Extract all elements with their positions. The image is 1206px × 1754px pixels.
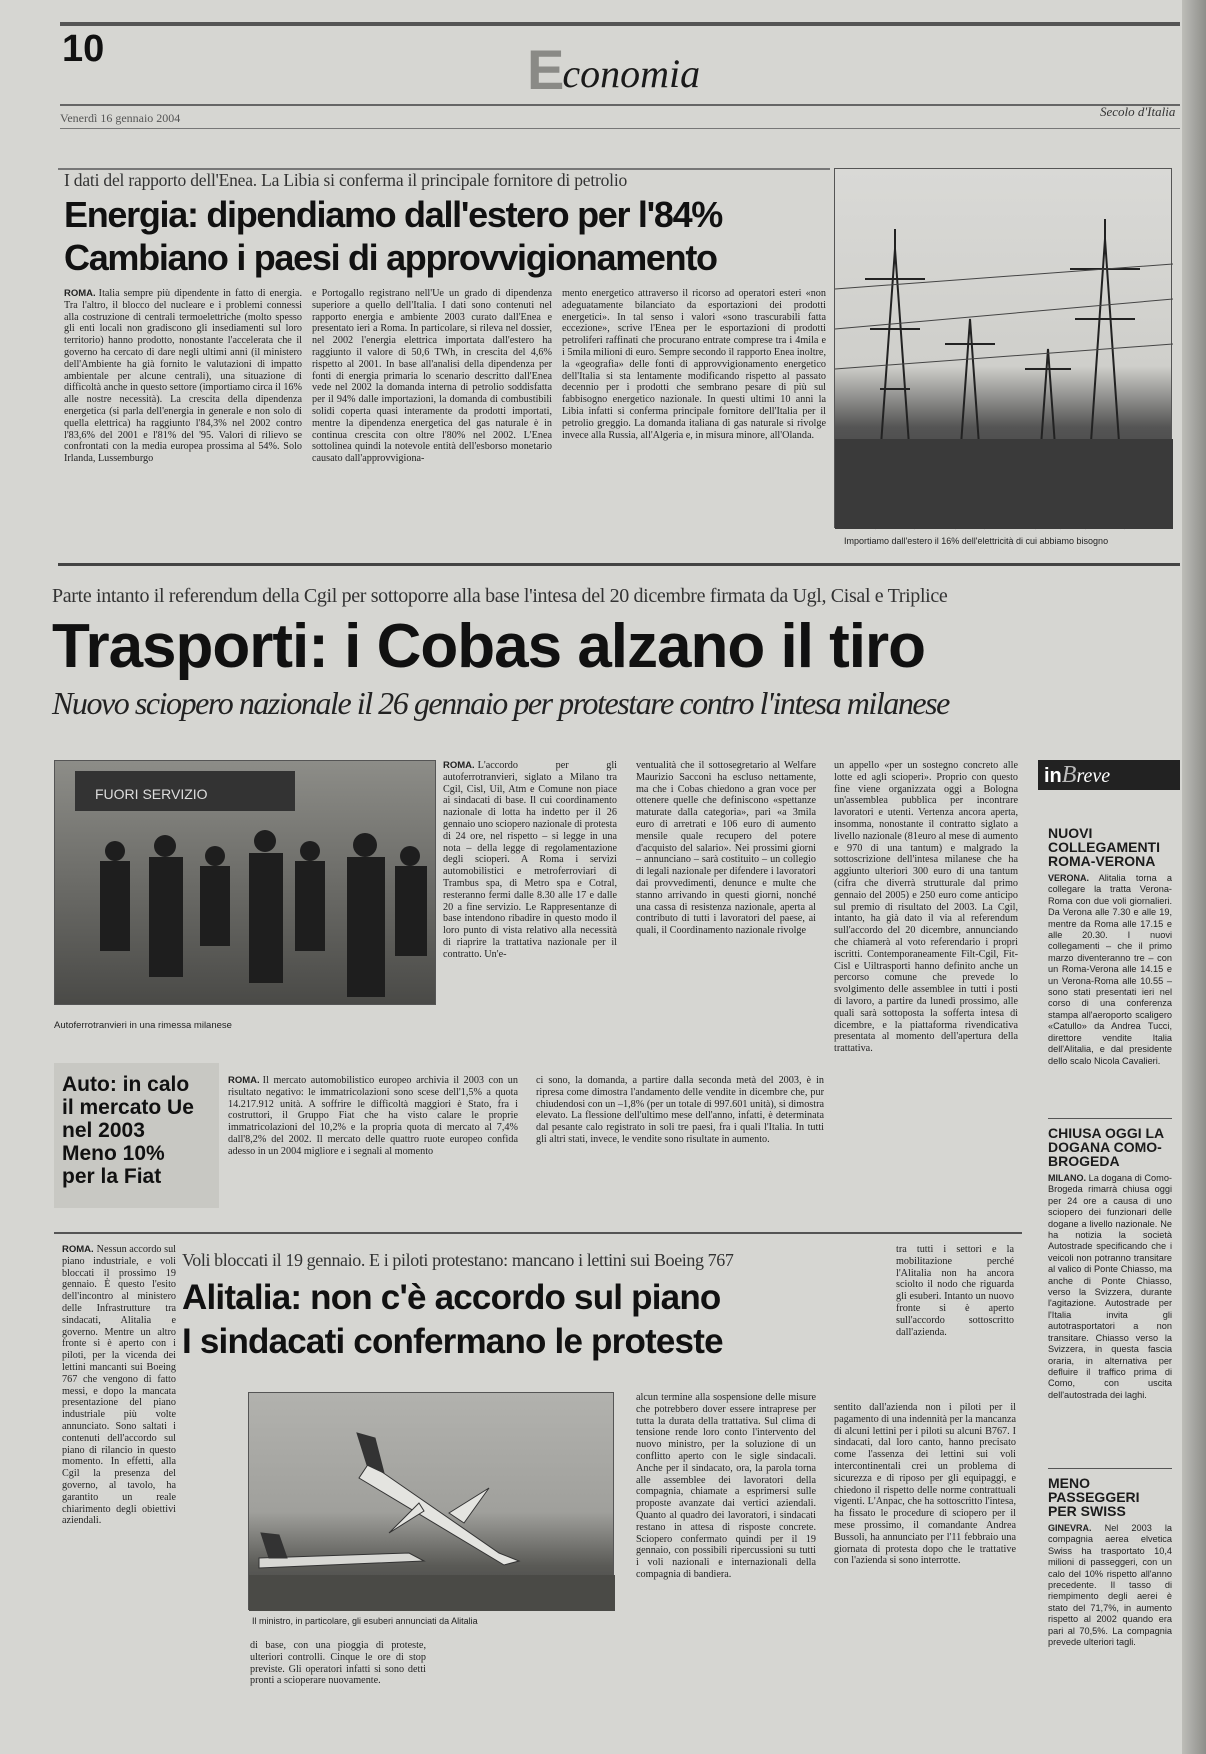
inbreve-item (1048, 826, 1172, 1116)
trasporti-subtitle: Nuovo sciopero nazionale il 26 gennaio per protestare contro l'intesa milanese (52, 685, 949, 721)
alitalia-col-4 (896, 1244, 1014, 1394)
auto-col-1 (228, 1075, 518, 1200)
energia-col-2 (312, 288, 552, 546)
inbreve-item-lead: MILANO. (1048, 1173, 1086, 1183)
energia-headline-1: Energia: dipendiamo dall'estero per l'84% (64, 194, 723, 235)
alitalia-col1-text: di base, con una pioggia di proteste, ulteriori controlli. Cinque le ore di stop previste. Gli operatori infatti si sono detti pronti a scioperare nuovamente. (250, 1640, 426, 1687)
energia-dateline: ROMA. (64, 288, 96, 299)
inbreve-item-text (1048, 873, 1172, 1067)
alitalia-photo-caption: Il ministro, in particolare, gli esuberi annunciati da Alitalia (252, 1616, 478, 1626)
aircraft-image (249, 1393, 615, 1611)
inbreve-item-title: NUOVI COLLEGAMENTI ROMA-VERONA (1048, 825, 1160, 869)
energia-headline-2: Cambiano i paesi di approvvigionamento (64, 237, 717, 278)
trasporti-photo-caption: Autoferrotranvieri in una rimessa milanese (54, 1020, 232, 1031)
inbreve-item-body: Nel 2003 la compagnia aerea elvetica Swiss ha trasportato 10,4 milioni di passeggeri, con un calo del 10% rispetto all'anno precedente. Il tasso di riempimento degli aerei è stato del 71,7%, in aumento rispetto al 2002 quando era pari al 70,5%. La compagnia prevede ulteriori tagli. (1048, 1523, 1173, 1648)
trasporti-photo-workers (54, 760, 436, 1005)
energia-col3-text: mento energetico attraverso il ricorso ad operatori esteri «non adeguatamente bilanciato da esportazioni dei prodotti energetici». In tal senso i valori «sono trascurabili fatta eccezione», scrive l'Enea per le esportazioni di prodotti petroliferi raffinati che procurano entrate comprese tra i 4mila e i 5mila milioni di euro. Sempre secondo il rapporto Enea inoltre, la «geografia» delle fonti di approvvigionamento energetico dell'Italia si sta lentamente modificando rispetto al passato decennio per i prodotti che sembrano pesare di più sul fabbisogno energetico nazionale. In questi ultimi 10 anni la Libia infatti si conferma principale fornitore dell'Italia per il petrolio greggio. La domanda italiana di gas naturale si rivolge invece alla Russia, all'Algeria e, in misura minore, all'Olanda. (562, 288, 826, 441)
date-rule (60, 104, 1180, 106)
auto-col-2 (536, 1075, 824, 1200)
inbreve-item-lead: GINEVRA. (1048, 1523, 1092, 1533)
workers-image (55, 761, 437, 1006)
alitalia-headline-1: Alitalia: non c'è accordo sul piano (182, 1278, 721, 1317)
page-number: 10 (62, 28, 105, 70)
energia-bottom-rule (58, 563, 1180, 566)
alitalia-photo-planes (248, 1392, 614, 1610)
alitalia-col4-text: tra tutti i settori e la mobilitazione perché l'Alitalia non ha ancora sciolto il nodo che riguarda gli esuberi. Intanto un nuovo fronte si è aperto sull'accordo sottoscritto dall'azienda. (896, 1244, 1014, 1338)
auto-box (54, 1063, 219, 1208)
alitalia-col-0 (62, 1244, 176, 1744)
energia-col-3 (562, 288, 826, 546)
inbreve-item-text (1048, 1173, 1172, 1401)
trasporti-kicker: Parte intanto il referendum della Cgil per sottoporre alla base l'intesa del 20 dicembre firmata da Ugl, Cisal e Triplice (52, 585, 948, 607)
alitalia-col2-text: alcun termine alla sospensione delle misure che potrebbero dover essere intraprese per tutta la durata della trattativa. Sul clima di tensione rende loro conto l'intervento del nuovo ministro, per la soluzione di un conflitto aperto con le sigle sindacali. Anche per il sindacato, ora, la parola torna alle assemblee dei lavoratori della compagnia, chiamate a esprimersi sulle proposte avanzate dai vertici aziendali. Quanto al quadro dei lavoratori, i sindacati restano in attesa di risposte concrete. Sciopero confermato quindi per il 19 gennaio, con possibili ripercussioni su tutti i voli nazionali e internazionali della compagnia di bandiera. (636, 1392, 816, 1580)
inbreve-label-in: in (1044, 765, 1062, 787)
masthead (0, 0, 1206, 125)
bus-sign: FUORI SERVIZIO (95, 786, 208, 802)
alitalia-headline-2: I sindacati confermano le proteste (182, 1322, 723, 1361)
energia-article (58, 160, 1178, 555)
publication-name: Secolo d'Italia (1100, 104, 1176, 119)
energia-photo-caption: Importiamo dall'estero il 16% dell'elettricità di cui abbiamo bisogno (844, 536, 1109, 546)
inbreve-item-body: Alitalia torna a collegare la tratta Verona-Roma con due voli giornalieri. Da Verona alle 7.30 e alle 19, mentre da Roma alle 17.15 e alle 20.30. I nuovi collegamenti – che il primo marzo diventeranno tre – con un Roma-Verona alle 14.15 e un Verona-Roma alle 10.55 – sono stati presentati ieri nel corso di una conferenza stampa all'aeroporto scaligero «Catullo» da Andrea Tucci, direttore vendite Italia dell'Alitalia, e dal presidente dello scalo Nicola Cavalieri. (1048, 873, 1172, 1066)
inbreve-divider (1048, 1468, 1172, 1469)
trasporti-col3-text: un appello «per un sostegno concreto alle lotte ed agli scioperi». Proprio con questo fine viene organizzata oggi a Bologna un'assemblea pubblica per incontrare lavoratori e utenti. Vertenza ancora aperta, insomma, nonostante il contratto siglato a livello nazionale (81euro al mese di aumento e 970 di una tantum) e malgrado la sottoscrizione dell'intesa milanese che ha aggiunto ulteriori 300 euro di una tantum (cifra che diverrà strutturale dal primo gennaio del 2005) e 250 euro come anticipo sul premio di risultato del 2003. La Cgil, intanto, ha già dato il via al referendum sull'accordo del 20 dicembre, annunciando che chiamerà al voto referendario i propri iscritti. Contemporaneamente Filt-Cgil, Fit-Cisl e Uiltrasporti hanno definito anche un percorso comune che prevede lo svolgimento delle assemblee in tutti i posti di lavoro, a partire da lunedì prossimo, alle quali sarà sottoposta la sofferta intesa di dicembre, e la piattaforma rivendicativa presentata al momento dell'apertura della trattativa. (834, 760, 1018, 1055)
auto-dateline: ROMA. (228, 1075, 260, 1086)
inbreve-label-rest: reve (1076, 765, 1111, 787)
inbreve-item-lead: VERONA. (1048, 873, 1090, 883)
auto-headline-5: per la Fiat (62, 1165, 162, 1188)
inbreve-item-title: MENO PASSEGGERI PER SWISS (1048, 1475, 1140, 1519)
section-initial: E (527, 38, 565, 101)
alitalia-col-1 (250, 1640, 426, 1744)
trasporti-col-3 (834, 760, 1018, 1210)
alitalia-dateline: ROMA. (62, 1244, 94, 1255)
trasporti-headline: Trasporti: i Cobas alzano il tiro (52, 612, 926, 681)
section-name: conomia (562, 51, 701, 96)
energia-col-1 (64, 288, 302, 546)
inbreve-sidebar (1038, 760, 1180, 1750)
alitalia-top-rule (54, 1232, 1022, 1234)
section-title (527, 38, 701, 102)
auto-col1-text: Il mercato automobilistico europeo archivia il 2003 con un risultato negativo: le immatricolazioni sono scese dell'1,5% a quota 14.217.912 unità. A soffrire le difficoltà maggiori è Stato, fra i costruttori, il Gruppo Fiat che ha visto calare le proprie immatricolazioni del 10,2% e la propria quota di mercato al 7,4% dall'8,2% del 2002. Il mercato delle quattro ruote europeo confida adesso in un 2004 migliore e i segnali al momento (228, 1075, 518, 1157)
pylons-image (835, 169, 1173, 529)
inbreve-item-text (1048, 1523, 1172, 1648)
auto-col2-text: ci sono, la domanda, a partire dalla seconda metà del 2003, è in ripresa come dimostra l'andamento delle vendite in dicembre che, pur chiudendosi con un –1,8% (per un totale di 997.601 unità), si dimostra elevato. La flessione dell'ultimo mese dell'anno, infatti, è determinata dal pesante calo registrato in soli tre paesi, fra i quali l'Italia. In tutti gli altri stati, invece, le vendite sono risultate in aumento. (536, 1075, 824, 1145)
issue-date: Venerdì 16 gennaio 2004 (60, 111, 181, 125)
trasporti-col1-text: L'accordo per gli autoferrotranvieri, siglato a Milano tra Cgil, Cisl, Uil, Atm e Comune non piace ai sindacati di base. Il cui coordinamento nazionale di lotta ha indetto per il 26 gennaio uno sciopero nazionale di protesta di 24 ore, nel rispetto – si legge in una nota – della legge di regolamentazione degli scioperi. A Roma i servizi automobilistici e metroferroviari di Trambus spa, di Metro spa e Cotral, resteranno fermi dalle 8.30 alle 17 e dalle 20 a fine servizio. Le Rappresentanze di base intendono ribadire in questo modo il loro punto di vista relativo alla necessità di riaprire la trattativa nazionale per il contratto. Un'e- (443, 760, 617, 960)
inbreve-label-b: B (1061, 762, 1077, 788)
alitalia-kicker: Voli bloccati il 19 gennaio. E i piloti protestano: mancano i lettini sui Boeing 767 (182, 1250, 734, 1270)
inbreve-item (1048, 1476, 1172, 1736)
auto-headline-2: il mercato Ue (62, 1096, 194, 1119)
alitalia-col0-text: Nessun accordo sul piano industriale, e voli bloccati il prossimo 19 gennaio. È questo l'esito dell'incontro al ministero delle Infrastrutture tra sindacati, Alitalia e governo. Mentre un altro fronte si è aperto con i piloti, per la vicenda dei lettini mancanti sui Boeing 767 che vengono di fatto messi, e dopo la mancata presentazione del piano industriale più volte annunciato. Sono saltati i contenuti dell'accordo sul piano di rilancio in questo momento. In effetti, alla Cgil la presenza del governo, al tavolo, ha garantito un reale chiarimento degli obiettivi aziendali. (62, 1244, 176, 1527)
inbreve-item-body: La dogana di Como-Brogeda rimarrà chiusa oggi per 24 ore a causa di uno sciopero dei funzionari delle dogane a livello nazionale. Ne ha notizia la società Autostrade specificando che i veicoli non potranno transitare al valico di Ponte Chiasso, ma anche di Ponte Chiasso, verso la Svizzera, durante l'agitazione. Autostrade per l'Italia invita gli autotrasportatori a non transitare. Chiasso verso la Svizzera, in questa fascia oraria, in alternativa per defluire il traffico prima di Como, con uscita dell'autostrada dei laghi. (1048, 1173, 1172, 1400)
inbreve-label (1038, 760, 1180, 790)
inbreve-item-title: CHIUSA OGGI LA DOGANA COMO-BROGEDA (1048, 1125, 1164, 1169)
binding-edge (1182, 0, 1206, 1754)
top-rule (60, 22, 1180, 26)
auto-headline-1: Auto: in calo (62, 1073, 190, 1096)
trasporti-col-1 (443, 760, 617, 1007)
trasporti-dateline: ROMA. (443, 760, 475, 771)
header-bottom-rule (60, 128, 1180, 129)
energia-col2-text: e Portogallo registrano nell'Ue un grado di dipendenza superiore a quello dell'Italia. I dati sono contenuti nel rapporto energia e ambiente 2003 curato dall'Enea e presentato ieri a Roma. In particolare, si rileva nel dossier, nel 2002 l'energia elettrica importata dall'estero ha raggiunto il valore di 50,6 TWh, in crescita del 4,6% rispetto al 2001. In base all'analisi della dipendenza per fonti di energia primaria lo scenario descritto dall'Enea vede nel 2002 la domanda interna di petrolio soddisfatta per il 94% dalle importazioni, la domanda di combustibili solidi coperta quasi interamente da prodotti importati, mentre la dipendenza energetica del gas naturale è in continua crescita con oltre l'80% nel 2002. L'Enea sottolinea quindi la notevole entità dell'esborso monetario causato dall'approvvigiona- (312, 288, 552, 465)
auto-headline-3: nel 2003 (62, 1119, 145, 1142)
inbreve-divider (1048, 1118, 1172, 1119)
alitalia-col3-text: sentito dall'azienda non i piloti per il pagamento di una indennità per la mancanza di alcuni lettini per i piloti su alcuni B767. I sindacati, dal loro canto, hanno precisato come l'assenza dei lettini sui voli intercontinentali crei un problema di sicurezza e di riposo per gli equipaggi, e chiedono il rispetto delle norme contrattuali vigenti. L'Anpac, che ha sottoscritto l'intesa, ha fissato le procedure di sciopero per il mese prossimo, il comandante Andrea Bussoli, ha annunciato per l'11 febbraio una giornata di protesta dopo che le trattative con l'azienda si sono interrotte. (834, 1402, 1016, 1567)
energia-kicker: I dati del rapporto dell'Enea. La Libia si conferma il principale fornitore di petrolio (64, 170, 628, 190)
alitalia-col-3 (834, 1402, 1016, 1744)
energia-col1-text: Italia sempre più dipendente in fatto di energia. Tra l'altro, il blocco del nucleare e i problemi connessi alla costruzione di centrali termoelettriche (molto spesso gli enti locali non gradiscono gli insediamenti sul loro territorio) hanno prodotto, nonostante l'accelerata che il governo ha cercato di dare negli ultimi anni (il ministero dell'Ambiente ha già fornito le valutazioni di impatto ambientale per alcune centrali), una situazione di difficoltà anche in questo settore (importiamo circa il 16% alle nostre necessità). La crescita della dipendenza energetica (si parla dell'energia in generale e non solo di quella elettrica) ha raggiunto l'84,3% nel 2002 contro l'83,6% del 2001 e l'81% del '95. Valori di rilievo se confrontati con la media europea prossima al 54%. Solo Irlanda, Lussemburgo (64, 288, 303, 465)
inbreve-item (1048, 1126, 1172, 1461)
energia-photo-pylons (834, 168, 1172, 528)
trasporti-col2-text: ventualità che il sottosegretario al Welfare Maurizio Sacconi ha escluso nettamente, ma che i Cobas chiedono a gran voce per ottenere quelle che definiscono «spettanze maturate dalla categoria», pari «a 3mila euro di arretrati e 106 euro di aumento mensile quale recupero del potere d'acquisto del salario». Nei prossimi giorni – annunciano – sarà costituito – un collegio di legali nazionale per difendere i lavoratori dai provvedimenti, denunce e multe che stanno arrivando in questi giorni, nonché una cassa di resistenza nazionale, aperta al contributo di tutti i lavoratori del paese, ai quali, il Coordinamento nazionale rivolge (636, 760, 816, 937)
alitalia-col-2 (636, 1392, 816, 1744)
auto-headline-4: Meno 10% (62, 1142, 165, 1165)
trasporti-col-2 (636, 760, 816, 1007)
